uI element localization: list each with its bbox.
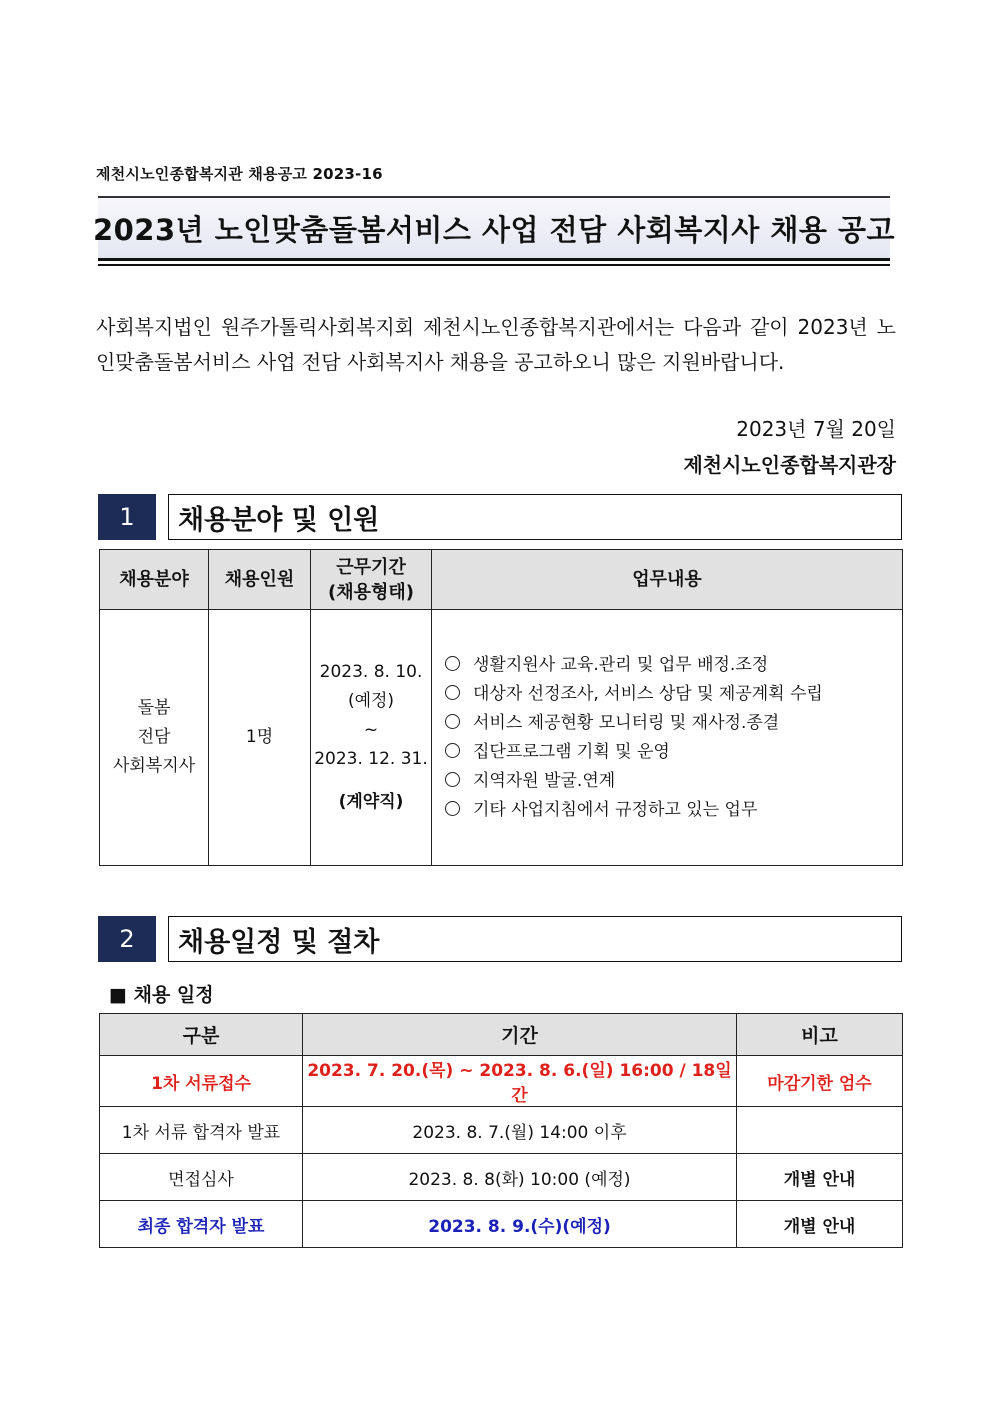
title-underline xyxy=(98,264,890,266)
employment-type: (계약직) xyxy=(338,792,404,812)
header-period: 기간 xyxy=(303,1014,737,1056)
section-2-number: 2 xyxy=(98,916,156,962)
recruit-row xyxy=(100,610,903,866)
header-count: 채용인원 xyxy=(209,550,311,610)
schedule-table xyxy=(99,1013,903,1248)
section-1-number: 1 xyxy=(98,494,156,540)
circle-bullet-icon xyxy=(445,714,460,729)
row-note: 마감기한 엄수 xyxy=(737,1056,903,1107)
title-banner xyxy=(92,196,896,261)
header-period-line1: 근무기간 xyxy=(336,556,406,578)
cell-duties xyxy=(432,610,903,866)
header-period xyxy=(311,550,432,610)
row-note: 개별 안내 xyxy=(737,1154,903,1201)
row-period: 2023. 8. 9.(수)(예정) xyxy=(303,1201,737,1248)
row-note: 개별 안내 xyxy=(737,1201,903,1248)
field-line: 사회복지사 xyxy=(112,756,196,776)
duty-item xyxy=(445,680,902,709)
duty-item xyxy=(445,767,902,796)
notice-number: 제천시노인종합복지관 채용공고 2023-16 xyxy=(96,165,383,183)
cell-count: 1명 xyxy=(209,610,311,866)
signer: 제천시노인종합복지관장 xyxy=(683,453,896,477)
notice-date: 2023년 7월 20일 xyxy=(736,417,896,441)
row-period: 2023. 8. 8(화) 10:00 (예정) xyxy=(303,1154,737,1201)
field-line: 돌봄 xyxy=(137,698,171,718)
row-category: 최종 합격자 발표 xyxy=(100,1201,303,1248)
header-field: 채용분야 xyxy=(100,550,209,610)
row-note xyxy=(737,1107,903,1154)
page-title: 2023년 노인맞춤돌봄서비스 사업 전담 사회복지사 채용 공고 xyxy=(92,212,896,247)
duty-item xyxy=(445,738,902,767)
duty-text: 지역자원 발굴.연계 xyxy=(473,770,616,791)
row-category: 면접심사 xyxy=(100,1154,303,1201)
duty-text: 서비스 제공현황 모니터링 및 재사정.종결 xyxy=(473,712,780,733)
schedule-subheading: ■ 채용 일정 xyxy=(109,984,214,1006)
header-duties: 업무내용 xyxy=(432,550,903,610)
section-1-heading xyxy=(98,494,902,540)
schedule-row xyxy=(100,1154,903,1201)
field-line: 전담 xyxy=(137,727,171,747)
circle-bullet-icon xyxy=(445,743,460,758)
duty-item xyxy=(445,709,902,738)
schedule-row xyxy=(100,1107,903,1154)
schedule-header-row xyxy=(100,1014,903,1056)
schedule-row xyxy=(100,1056,903,1107)
header-period-line2: (채용형태) xyxy=(327,581,414,603)
row-category: 1차 서류접수 xyxy=(100,1056,303,1107)
recruit-table xyxy=(99,549,903,866)
duty-text: 대상자 선정조사, 서비스 상담 및 제공계획 수립 xyxy=(473,683,823,704)
section-2-heading xyxy=(98,916,902,962)
circle-bullet-icon xyxy=(445,801,460,816)
circle-bullet-icon xyxy=(445,656,460,671)
period-start: 2023. 8. 10. xyxy=(319,662,423,682)
duty-text: 집단프로그램 기획 및 운영 xyxy=(473,741,670,762)
row-period: 2023. 7. 20.(목) ~ 2023. 8. 6.(일) 16:00 / 18일간 xyxy=(303,1056,737,1107)
duty-text: 기타 사업지침에서 규정하고 있는 업무 xyxy=(473,799,758,820)
circle-bullet-icon xyxy=(445,685,460,700)
row-period: 2023. 8. 7.(월) 14:00 이후 xyxy=(303,1107,737,1154)
section-1-title: 채용분야 및 인원 xyxy=(168,494,902,540)
cell-period xyxy=(311,610,432,866)
header-category: 구분 xyxy=(100,1014,303,1056)
duty-item xyxy=(445,796,902,825)
section-2-title: 채용일정 및 절차 xyxy=(168,916,902,962)
duty-text: 생활지원사 교육.관리 및 업무 배정.조정 xyxy=(473,654,769,675)
period-separator: ~ xyxy=(363,720,379,740)
row-category: 1차 서류 합격자 발표 xyxy=(100,1107,303,1154)
cell-field xyxy=(100,610,209,866)
header-note: 비고 xyxy=(737,1014,903,1056)
period-note: (예정) xyxy=(347,691,395,711)
circle-bullet-icon xyxy=(445,772,460,787)
duty-item xyxy=(445,651,902,680)
schedule-row xyxy=(100,1201,903,1248)
period-end: 2023. 12. 31. xyxy=(314,749,428,769)
intro-paragraph: 사회복지법인 원주가톨릭사회복지회 제천시노인종합복지관에서는 다음과 같이 2023년 노인맞춤돌봄서비스 사업 전담 사회복지사 채용을 공고하오니 많은 지원바랍니다. xyxy=(96,315,896,374)
recruit-header-row xyxy=(100,550,903,610)
